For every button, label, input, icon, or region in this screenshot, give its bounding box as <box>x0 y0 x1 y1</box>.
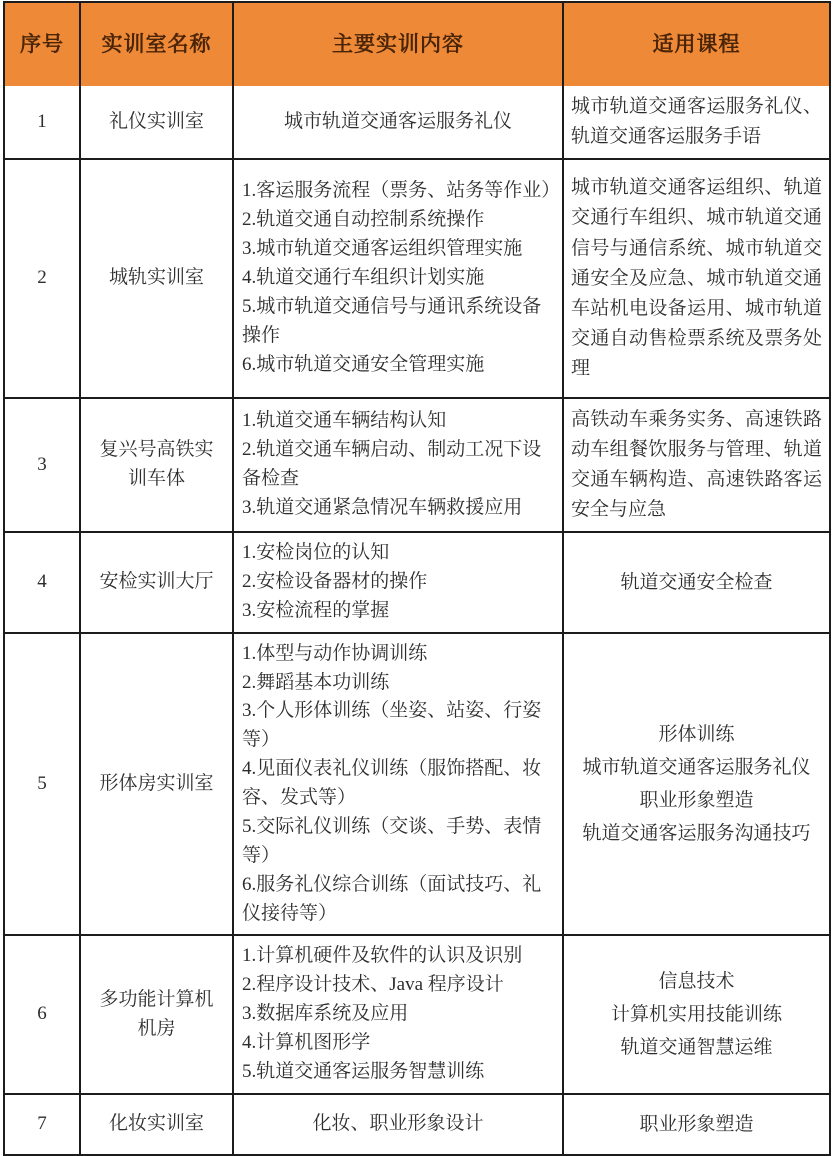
main-content-cell <box>232 399 562 531</box>
content-line: 2.程序设计技术、Java 程序设计 <box>242 974 504 996</box>
applicable-courses-cell <box>562 634 829 935</box>
course-line: 计算机实用技能训练 <box>610 1004 782 1026</box>
applicable-courses-cell <box>562 533 829 632</box>
room-name-cell: 多功能计算机机房 <box>79 936 232 1092</box>
course-line: 信息技术 <box>658 970 735 992</box>
course-line: 高铁动车乘务实务、高速铁路动车组餐饮服务与管理、轨道交通车辆构造、高速铁路客运安全与应急 <box>571 409 822 521</box>
table-row <box>5 1093 829 1154</box>
course-line: 职业形象塑造 <box>639 790 754 812</box>
content-line: 化妆、职业形象设计 <box>312 1112 484 1134</box>
content-line: 1.安检岗位的认知 <box>242 542 390 564</box>
applicable-courses-cell <box>562 86 829 158</box>
main-content-cell <box>232 936 562 1092</box>
content-line: 1.体型与动作协调训练 <box>242 642 428 664</box>
room-name-cell: 城轨实训室 <box>79 160 232 397</box>
content-line: 3.数据库系统及应用 <box>242 1003 409 1025</box>
content-line: 4.计算机图形学 <box>242 1032 371 1054</box>
content-line: 5.交际礼仪训练（交谈、手势、表情等） <box>242 815 542 866</box>
applicable-courses-cell <box>562 160 829 397</box>
row-number-cell: 4 <box>37 570 47 592</box>
table-row <box>5 86 829 158</box>
course-line: 职业形象塑造 <box>639 1113 754 1135</box>
main-content-cell <box>232 160 562 397</box>
content-line: 3.个人形体训练（坐姿、站姿、行姿等） <box>242 700 542 751</box>
room-name-cell: 复兴号高铁实训车体 <box>79 399 232 531</box>
applicable-courses-cell <box>562 1095 829 1154</box>
course-line: 轨道交通客运服务沟通技巧 <box>582 823 811 845</box>
room-name-cell: 礼仪实训室 <box>79 86 232 158</box>
row-number-cell: 5 <box>37 772 47 794</box>
room-name-cell: 安检实训大厅 <box>79 533 232 632</box>
header-cell-room-name: 实训室名称 <box>79 3 232 86</box>
content-line: 3.轨道交通紧急情况车辆救援应用 <box>242 496 523 518</box>
header-cell-applicable-courses: 适用课程 <box>562 3 829 86</box>
row-number-cell: 7 <box>37 1112 47 1134</box>
content-line: 6.服务礼仪综合训练（面试技巧、礼仪接待等） <box>242 873 542 924</box>
content-line: 1.轨道交通车辆结构认知 <box>242 410 447 432</box>
content-line: 1.客运服务流程（票务、站务等作业） <box>242 180 561 202</box>
course-line: 轨道交通安全检查 <box>620 571 773 593</box>
table-row <box>5 158 829 397</box>
room-name-cell: 形体房实训室 <box>79 634 232 935</box>
row-number-cell: 6 <box>37 1003 47 1025</box>
main-content-cell <box>232 86 562 158</box>
content-line: 2.安检设备器材的操作 <box>242 570 428 592</box>
training-rooms-table <box>3 1 831 1156</box>
table-row <box>5 397 829 531</box>
row-number-cell: 3 <box>37 453 47 475</box>
main-content-cell <box>232 533 562 632</box>
content-line: 4.轨道交通行车组织计划实施 <box>242 267 485 289</box>
main-content-cell <box>232 1095 562 1154</box>
content-line: 2.舞蹈基本功训练 <box>242 671 390 693</box>
content-line: 4.见面仪表礼仪训练（服饰搭配、妆容、发式等） <box>242 758 542 809</box>
content-line: 3.安检流程的掌握 <box>242 599 390 621</box>
main-content-cell <box>232 634 562 935</box>
header-cell-main-content: 主要实训内容 <box>232 3 562 86</box>
table-header-row <box>5 3 829 86</box>
content-line: 2.轨道交通车辆启动、制动工况下设备检查 <box>242 439 542 490</box>
content-line: 5.轨道交通客运服务智慧训练 <box>242 1060 485 1082</box>
header-cell-number: 序号 <box>20 31 64 56</box>
content-line: 3.城市轨道交通客运组织管理实施 <box>242 238 523 260</box>
content-line: 1.计算机硬件及软件的认识及识别 <box>242 945 523 967</box>
table-row <box>5 934 829 1092</box>
table-row <box>5 632 829 935</box>
row-number-cell: 2 <box>37 267 47 289</box>
course-line: 城市轨道交通客运组织、轨道交通行车组织、城市轨道交通信号与通信系统、城市轨道交通安全及应急、城市轨道交通车站机电设备运用、城市轨道交通自动售检票系统及票务处理 <box>571 177 822 379</box>
content-line: 城市轨道交通客运服务礼仪 <box>283 110 512 132</box>
course-line: 形体训练 <box>658 723 735 745</box>
table-row <box>5 531 829 632</box>
course-line: 城市轨道交通客运服务礼仪 <box>582 756 811 778</box>
course-line: 轨道交通智慧运维 <box>620 1037 773 1059</box>
applicable-courses-cell <box>562 936 829 1092</box>
content-line: 5.城市轨道交通信号与通讯系统设备操作 <box>242 295 542 346</box>
room-name-cell: 化妆实训室 <box>79 1095 232 1154</box>
row-number-cell: 1 <box>37 110 47 132</box>
course-line: 城市轨道交通客运服务礼仪、轨道交通客运服务手语 <box>571 96 822 148</box>
content-line: 2.轨道交通自动控制系统操作 <box>242 209 485 231</box>
content-line: 6.城市轨道交通安全管理实施 <box>242 353 485 375</box>
applicable-courses-cell <box>562 399 829 531</box>
table-body <box>5 86 829 1154</box>
